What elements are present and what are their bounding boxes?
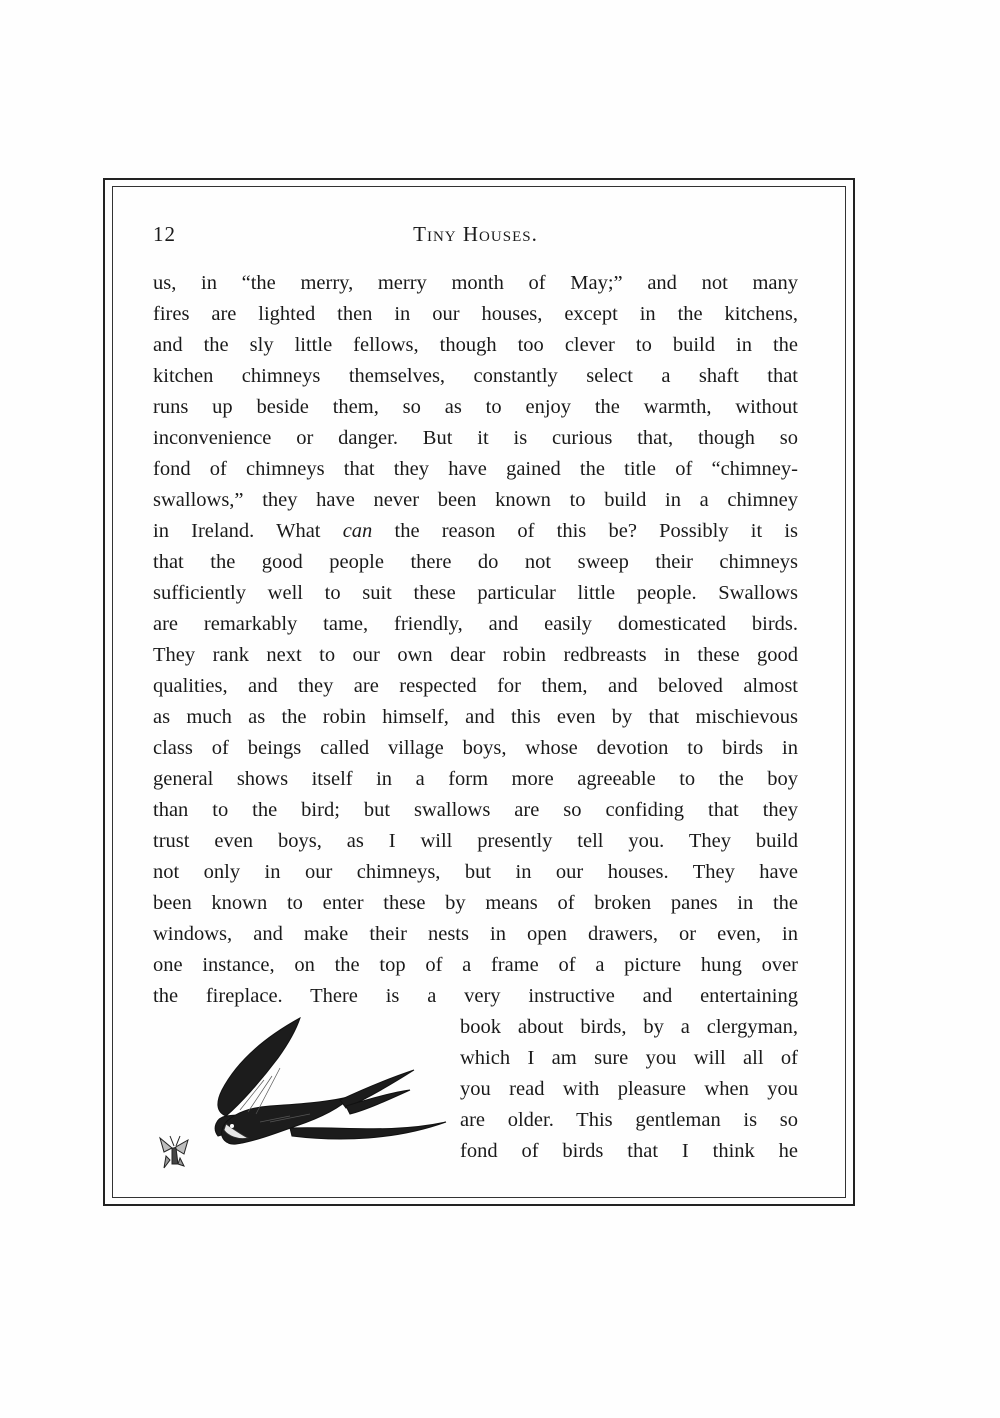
text-line: inconvenience or danger. But it is curious that, though so — [153, 427, 798, 449]
text-line: that the good people there do not sweep their chimneys — [153, 551, 798, 573]
text-line: one instance, on the top of a frame of a picture hung over — [153, 954, 798, 976]
swallow-illustration-icon — [140, 1010, 460, 1185]
text-segment: in Ireland. What — [153, 520, 321, 542]
text-line: fires are lighted then in our houses, except in the kitchens, — [153, 303, 798, 325]
text-line: as much as the robin himself, and this even by that mischievous — [153, 706, 798, 728]
text-line: They rank next to our own dear robin redbreasts in these good — [153, 644, 798, 666]
text-line: sufficiently well to suit these particular little people. Swallows — [153, 582, 798, 604]
text-segment: the reason of this be? Possibly it is — [394, 520, 799, 542]
text-line: you read with pleasure when you — [460, 1078, 798, 1100]
text-line: qualities, and they are respected for them, and beloved almost — [153, 675, 798, 697]
text-line: and the sly little fellows, though too clever to build in the — [153, 334, 798, 356]
text-line: the fireplace. There is a very instructive and entertaining — [153, 985, 798, 1007]
text-line: swallows,” they have never been known to build in a chimney — [153, 489, 798, 511]
text-line: fond of chimneys that they have gained the title of “chimney- — [153, 458, 798, 480]
running-title: Tiny Houses. — [413, 222, 538, 246]
text-line: general shows itself in a form more agreeable to the boy — [153, 768, 798, 790]
text-line: than to the bird; but swallows are so confiding that they — [153, 799, 798, 821]
text-line: runs up beside them, so as to enjoy the warmth, without — [153, 396, 798, 418]
text-line: us, in “the merry, merry month of May;” and not many — [153, 272, 798, 294]
text-line: windows, and make their nests in open drawers, or even, in — [153, 923, 798, 945]
text-line: are remarkably tame, friendly, and easily domesticated birds. — [153, 613, 798, 635]
italic-word: can — [342, 520, 373, 542]
page-number: 12 — [153, 222, 176, 246]
text-line: been known to enter these by means of broken panes in the — [153, 892, 798, 914]
text-line: which I am sure you will all of — [460, 1047, 798, 1069]
text-line: fond of birds that I think he — [460, 1140, 798, 1162]
text-line: book about birds, by a clergyman, — [460, 1016, 798, 1038]
text-line: class of beings called village boys, whose devotion to birds in — [153, 737, 798, 759]
text-line: not only in our chimneys, but in our houses. They have — [153, 861, 798, 883]
text-line-with-italic — [153, 516, 798, 547]
text-line: kitchen chimneys themselves, constantly select a shaft that — [153, 365, 798, 387]
text-line: are older. This gentleman is so — [460, 1109, 798, 1131]
page-header — [153, 222, 798, 252]
text-line: trust even boys, as I will presently tell you. They build — [153, 830, 798, 852]
